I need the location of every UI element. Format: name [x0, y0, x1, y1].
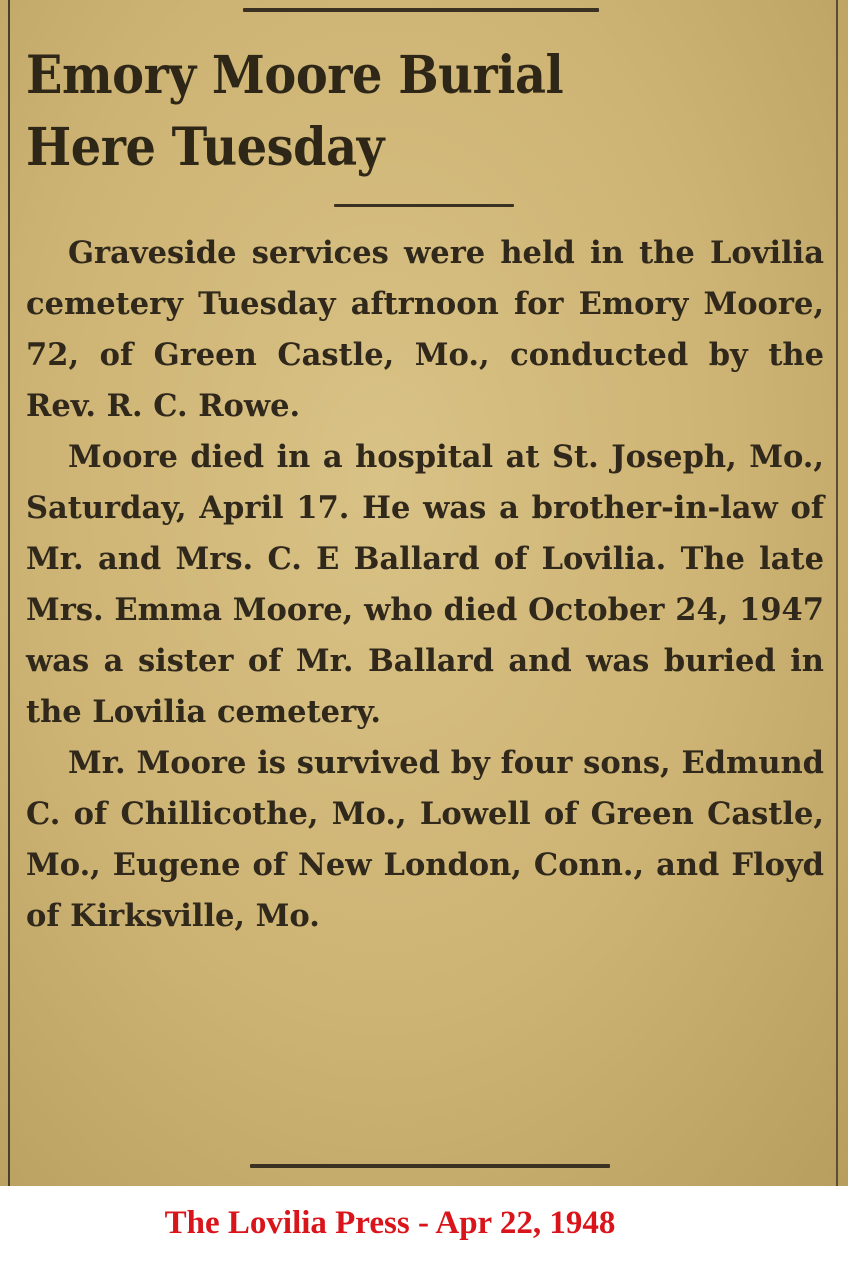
bottom-rule: [250, 1164, 610, 1168]
column-rule-right: [836, 0, 838, 1186]
headline-divider: [334, 204, 514, 207]
paragraph: Mr. Moore is survived by four sons, Edmund C. of Chillicothe, Mo., Lowell of Green Castle, Mo., Eugene of New London, Conn., and Floyd of Kirksville, Mo.: [26, 745, 824, 934]
paragraph: Graveside services were held in the Lovilia cemetery Tuesday aftrnoon for Emory Moore, 72, of Green Castle, Mo., conducted by the Rev. R. C. Rowe.: [26, 235, 824, 424]
source-caption: The Lovilia Press - Apr 22, 1948: [164, 1205, 616, 1241]
top-rule: [243, 8, 599, 12]
article-body: [26, 228, 824, 942]
headline: [26, 40, 563, 184]
column-rule-left: [8, 0, 10, 1186]
paragraph: Moore died in a hospital at St. Joseph, Mo., Saturday, April 17. He was a brother-in-law of Mr. and Mrs. C. E Ballard of Lovilia. The late Mrs. Emma Moore, who died October 24, 1947 was a sister of Mr. Ballard and was buried in the Lovilia cemetery.: [26, 439, 824, 730]
headline-line-2: Here Tuesday: [26, 117, 385, 178]
headline-line-1: Emory Moore Burial: [26, 45, 564, 106]
